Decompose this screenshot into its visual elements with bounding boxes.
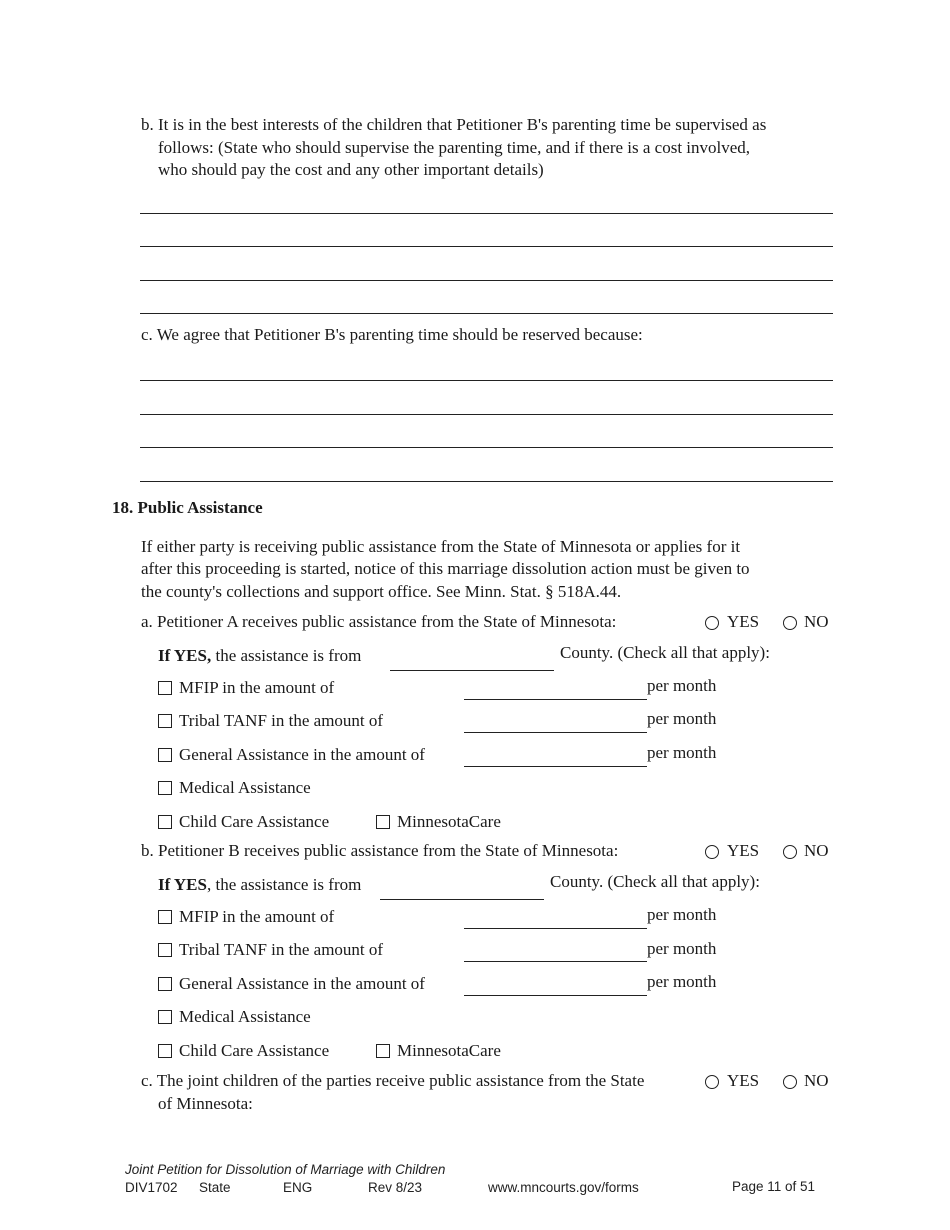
a-child-care-checkbox[interactable]	[158, 815, 172, 829]
footer-page-number: Page 11 of 51	[732, 1179, 816, 1194]
children-question-line2: of Minnesota:	[158, 1094, 253, 1113]
footer-revision: Rev 8/23	[368, 1180, 423, 1195]
write-line-c1[interactable]	[140, 380, 833, 381]
a-general-per-month: per month	[647, 743, 717, 762]
intro-line2: after this proceeding is started, notice of this marriage dissolution action must be given to	[141, 559, 750, 578]
a-tanf-label: Tribal TANF in the amount of	[179, 711, 384, 730]
footer-title: Joint Petition for Dissolution of Marriage with Children	[125, 1162, 446, 1177]
petitioner-a-county-label: County. (Check all that apply):	[560, 643, 770, 662]
write-line-b2[interactable]	[140, 246, 833, 247]
write-line-b1[interactable]	[140, 213, 833, 214]
a-general-label: General Assistance in the amount of	[179, 745, 425, 764]
petitioner-b-county-label: County. (Check all that apply):	[550, 872, 760, 891]
footer-jurisdiction: State	[199, 1180, 231, 1195]
b-mfip-amount-field[interactable]	[464, 928, 647, 929]
a-minnesotacare-label: MinnesotaCare	[397, 812, 501, 831]
a-mfip-label: MFIP in the amount of	[179, 678, 335, 697]
petitioner-b-yes-radio[interactable]	[705, 845, 719, 859]
yes-label: YES	[727, 1071, 760, 1090]
b-minnesotacare-checkbox[interactable]	[376, 1044, 390, 1058]
a-child-care-label: Child Care Assistance	[179, 812, 330, 831]
no-label: NO	[804, 1071, 829, 1090]
b-tanf-label: Tribal TANF in the amount of	[179, 940, 384, 959]
if-yes-bold: If YES,	[158, 646, 212, 665]
b-mfip-label: MFIP in the amount of	[179, 907, 335, 926]
a-medical-label: Medical Assistance	[179, 778, 311, 797]
b-mfip-checkbox[interactable]	[158, 910, 172, 924]
b-medical-label: Medical Assistance	[179, 1007, 311, 1026]
a-medical-checkbox[interactable]	[158, 781, 172, 795]
write-line-b4[interactable]	[140, 313, 833, 314]
petitioner-a-county-field[interactable]	[390, 670, 554, 671]
if-yes-rest: the assistance is from	[215, 646, 362, 665]
b-tanf-amount-field[interactable]	[464, 961, 647, 962]
section-b-line2: follows: (State who should supervise the parenting time, and if there is a cost involved,	[158, 138, 751, 157]
b-general-amount-field[interactable]	[464, 995, 647, 996]
write-line-c3[interactable]	[140, 447, 833, 448]
intro-line1: If either party is receiving public assistance from the State of Minnesota or applies for it	[141, 537, 741, 556]
intro-line3: the county's collections and support office. See Minn. Stat. § 518A.44.	[141, 582, 622, 601]
b-mfip-per-month: per month	[647, 905, 717, 924]
petitioner-a-no-radio[interactable]	[783, 616, 797, 630]
children-question-line1: c. The joint children of the parties receive public assistance from the State	[141, 1071, 645, 1090]
petitioner-b-no-radio[interactable]	[783, 845, 797, 859]
yes-label: YES	[727, 841, 760, 860]
a-mfip-amount-field[interactable]	[464, 699, 647, 700]
write-line-c4[interactable]	[140, 481, 833, 482]
b-tanf-checkbox[interactable]	[158, 943, 172, 957]
b-tanf-per-month: per month	[647, 939, 717, 958]
petitioner-a-if-yes	[158, 646, 361, 666]
section-c-text: c. We agree that Petitioner B's parenting time should be reserved because:	[141, 325, 643, 344]
write-line-c2[interactable]	[140, 414, 833, 415]
a-general-checkbox[interactable]	[158, 748, 172, 762]
a-general-amount-field[interactable]	[464, 766, 647, 767]
b-medical-checkbox[interactable]	[158, 1010, 172, 1024]
children-yes-radio[interactable]	[705, 1075, 719, 1089]
a-tanf-per-month: per month	[647, 709, 717, 728]
b-general-label: General Assistance in the amount of	[179, 974, 425, 993]
petitioner-b-county-field[interactable]	[380, 899, 544, 900]
no-label: NO	[804, 841, 829, 860]
section-18-heading: 18. Public Assistance	[112, 498, 263, 517]
b-minnesotacare-label: MinnesotaCare	[397, 1041, 501, 1060]
footer-language: ENG	[283, 1180, 313, 1195]
a-minnesotacare-checkbox[interactable]	[376, 815, 390, 829]
petitioner-a-yes-radio[interactable]	[705, 616, 719, 630]
no-label: NO	[804, 612, 829, 631]
section-b-line1: b. It is in the best interests of the children that Petitioner B's parenting time be supervised as	[141, 115, 767, 134]
b-child-care-label: Child Care Assistance	[179, 1041, 330, 1060]
footer-website: www.mncourts.gov/forms	[488, 1180, 639, 1195]
a-mfip-checkbox[interactable]	[158, 681, 172, 695]
petitioner-b-if-yes	[158, 875, 361, 895]
yes-label: YES	[727, 612, 760, 631]
b-child-care-checkbox[interactable]	[158, 1044, 172, 1058]
petitioner-a-question: a. Petitioner A receives public assistance from the State of Minnesota:	[141, 612, 617, 631]
a-tanf-checkbox[interactable]	[158, 714, 172, 728]
petitioner-b-question: b. Petitioner B receives public assistance from the State of Minnesota:	[141, 841, 619, 860]
write-line-b3[interactable]	[140, 280, 833, 281]
section-b-line3: who should pay the cost and any other important details)	[158, 160, 544, 179]
footer-form-code: DIV1702	[125, 1180, 178, 1195]
if-yes-bold: If YES	[158, 875, 207, 894]
b-general-checkbox[interactable]	[158, 977, 172, 991]
a-mfip-per-month: per month	[647, 676, 717, 695]
b-general-per-month: per month	[647, 972, 717, 991]
a-tanf-amount-field[interactable]	[464, 732, 647, 733]
children-no-radio[interactable]	[783, 1075, 797, 1089]
if-yes-rest: , the assistance is from	[206, 875, 362, 894]
